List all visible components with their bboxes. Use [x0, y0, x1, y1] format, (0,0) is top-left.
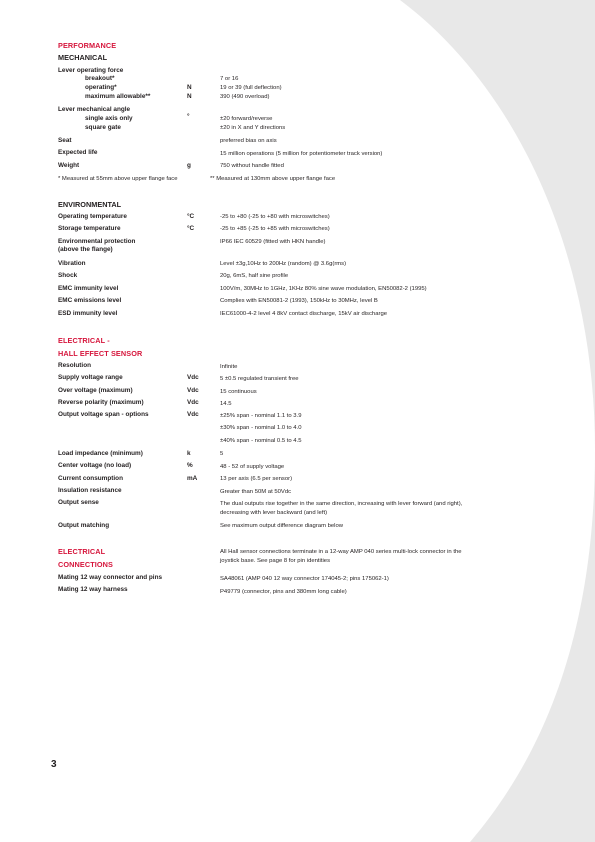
spec-label: Reverse polarity (maximum) [58, 399, 144, 406]
spec-value: 100V/m, 30MHz to 1GHz, 1KHz 80% sine wave modulation, EN50082-2 (1995) [220, 286, 427, 292]
spec-value: 15 million operations (5 million for potentiometer track version) [220, 151, 383, 157]
spec-value: 19 or 39 (full deflection) [220, 85, 282, 91]
spec-unit: Vdc [187, 411, 199, 418]
spec-label: single axis only [85, 115, 133, 122]
connections-intro: All Hall sensor connections terminate in a 12-way AMP 040 series multi-lock connector in the [220, 549, 462, 555]
spec-value: 15 continuous [220, 389, 257, 395]
hall-effect-heading: HALL EFFECT SENSOR [58, 349, 143, 358]
spec-label: Supply voltage range [58, 374, 123, 381]
footnote-left: * Measured at 55mm above upper flange face [58, 176, 178, 182]
footnote-right: ** Measured at 130mm above upper flange face [210, 176, 336, 182]
spec-value: 5 [220, 451, 224, 457]
spec-value: The dual outputs rise together in the same direction, increasing with lever forward (and right), [220, 501, 463, 507]
spec-label: EMC emissions level [58, 297, 122, 304]
spec-unit: Vdc [187, 387, 199, 394]
spec-label: Insulation resistance [58, 487, 122, 494]
spec-unit: Vdc [187, 399, 199, 406]
spec-label: square gate [85, 124, 121, 131]
spec-label: Load impedance (minimum) [58, 450, 143, 457]
spec-value: 13 per axis (6.5 per sensor) [220, 476, 293, 482]
spec-label: Shock [58, 272, 78, 279]
spec-label: ESD immunity level [58, 310, 118, 317]
spec-label: Output sense [58, 499, 99, 506]
spec-unit: °C [187, 225, 195, 232]
spec-value: IEC61000-4-2 level 4 8kV contact discharge, 15kV air discharge [220, 311, 387, 317]
spec-label: Lever mechanical angle [58, 106, 131, 113]
spec-value: -25 to +85 (-25 to +85 with microswitches) [220, 226, 330, 232]
spec-label: Lever operating force [58, 67, 124, 74]
spec-value: Level ±3g,10Hz to 200Hz (random) @ 3.6g(rms) [220, 261, 347, 267]
spec-label: Environmental protection [58, 238, 136, 245]
spec-value: 390 (490 overload) [220, 94, 270, 100]
spec-value: ±20 in X and Y directions [220, 125, 286, 131]
spec-unit: k [187, 450, 191, 457]
spec-value: Greater than 50M at 50Vdc [220, 489, 292, 495]
electrical-heading: ELECTRICAL - [58, 336, 110, 345]
spec-label: maximum allowable** [85, 93, 151, 100]
spec-value: preferred bias on axis [220, 138, 277, 144]
spec-label: Center voltage (no load) [58, 462, 132, 469]
spec-value: SA48061 (AMP 040 12 way connector 174045-2; pins 175062-1) [220, 576, 389, 582]
spec-value: See maximum output difference diagram below [220, 523, 344, 529]
spec-label: EMC immunity level [58, 285, 119, 292]
environmental-heading: ENVIRONMENTAL [58, 200, 122, 209]
spec-label: Seat [58, 137, 72, 144]
spec-unit: ° [187, 113, 190, 120]
spec-value: ±25% span - nominal 1.1 to 3.9 [220, 413, 302, 419]
spec-value: decreasing with lever backward (and left) [220, 510, 328, 516]
spec-label: breakout* [85, 75, 115, 82]
spec-unit: N [187, 93, 192, 100]
spec-value: 20g, 6mS, half sine profile [220, 273, 289, 279]
spec-value: -25 to +80 (-25 to +80 with microswitches) [220, 214, 330, 220]
spec-unit: °C [187, 213, 195, 220]
spec-label: operating* [85, 84, 117, 91]
spec-value: 48 - 52 of supply voltage [220, 464, 285, 470]
connections-intro: joystick base. See page 8 for pin identities [220, 558, 331, 564]
spec-unit: mA [187, 475, 198, 482]
spec-value: ±30% span - nominal 1.0 to 4.0 [220, 425, 302, 431]
spec-label: Mating 12 way harness [58, 586, 128, 593]
spec-label: Weight [58, 162, 80, 169]
spec-value: 7 or 16 [220, 76, 239, 82]
spec-value: ±20 forward/reverse [220, 116, 273, 122]
spec-label: Expected life [58, 149, 98, 156]
mechanical-heading: MECHANICAL [58, 53, 108, 62]
spec-value: Infinite [220, 364, 238, 370]
spec-value: Complies with EN50081-2 (1993), 150kHz to 30MHz, level B [220, 298, 378, 304]
spec-value: 750 without handle fitted [220, 163, 284, 169]
spec-label: Mating 12 way connector and pins [58, 574, 163, 581]
spec-unit: Vdc [187, 374, 199, 381]
spec-unit: g [187, 162, 191, 169]
page-number: 3 [51, 759, 57, 770]
spec-value: 5 ±0.5 regulated transient free [220, 376, 299, 382]
connections-heading: ELECTRICAL [58, 547, 106, 556]
spec-label: (above the flange) [58, 246, 113, 253]
spec-value: ±40% span - nominal 0.5 to 4.5 [220, 438, 302, 444]
spec-unit: N [187, 84, 192, 91]
performance-heading: PERFORMANCE [58, 41, 117, 50]
spec-label: Output matching [58, 522, 110, 529]
spec-value: P49779 (connector, pins and 380mm long cable) [220, 589, 347, 595]
spec-label: Output voltage span - options [58, 411, 149, 418]
spec-label: Storage temperature [58, 225, 121, 232]
spec-value: IP66 IEC 60529 (fitted with HKN handle) [220, 239, 326, 245]
spec-label: Operating temperature [58, 213, 127, 220]
spec-label: Over voltage (maximum) [58, 387, 133, 394]
spec-label: Current consumption [58, 475, 123, 482]
spec-value: 14.5 [220, 401, 232, 407]
connections-heading-line2: CONNECTIONS [58, 560, 114, 569]
spec-unit: % [187, 462, 193, 469]
spec-label: Vibration [58, 260, 86, 267]
spec-label: Resolution [58, 362, 92, 369]
